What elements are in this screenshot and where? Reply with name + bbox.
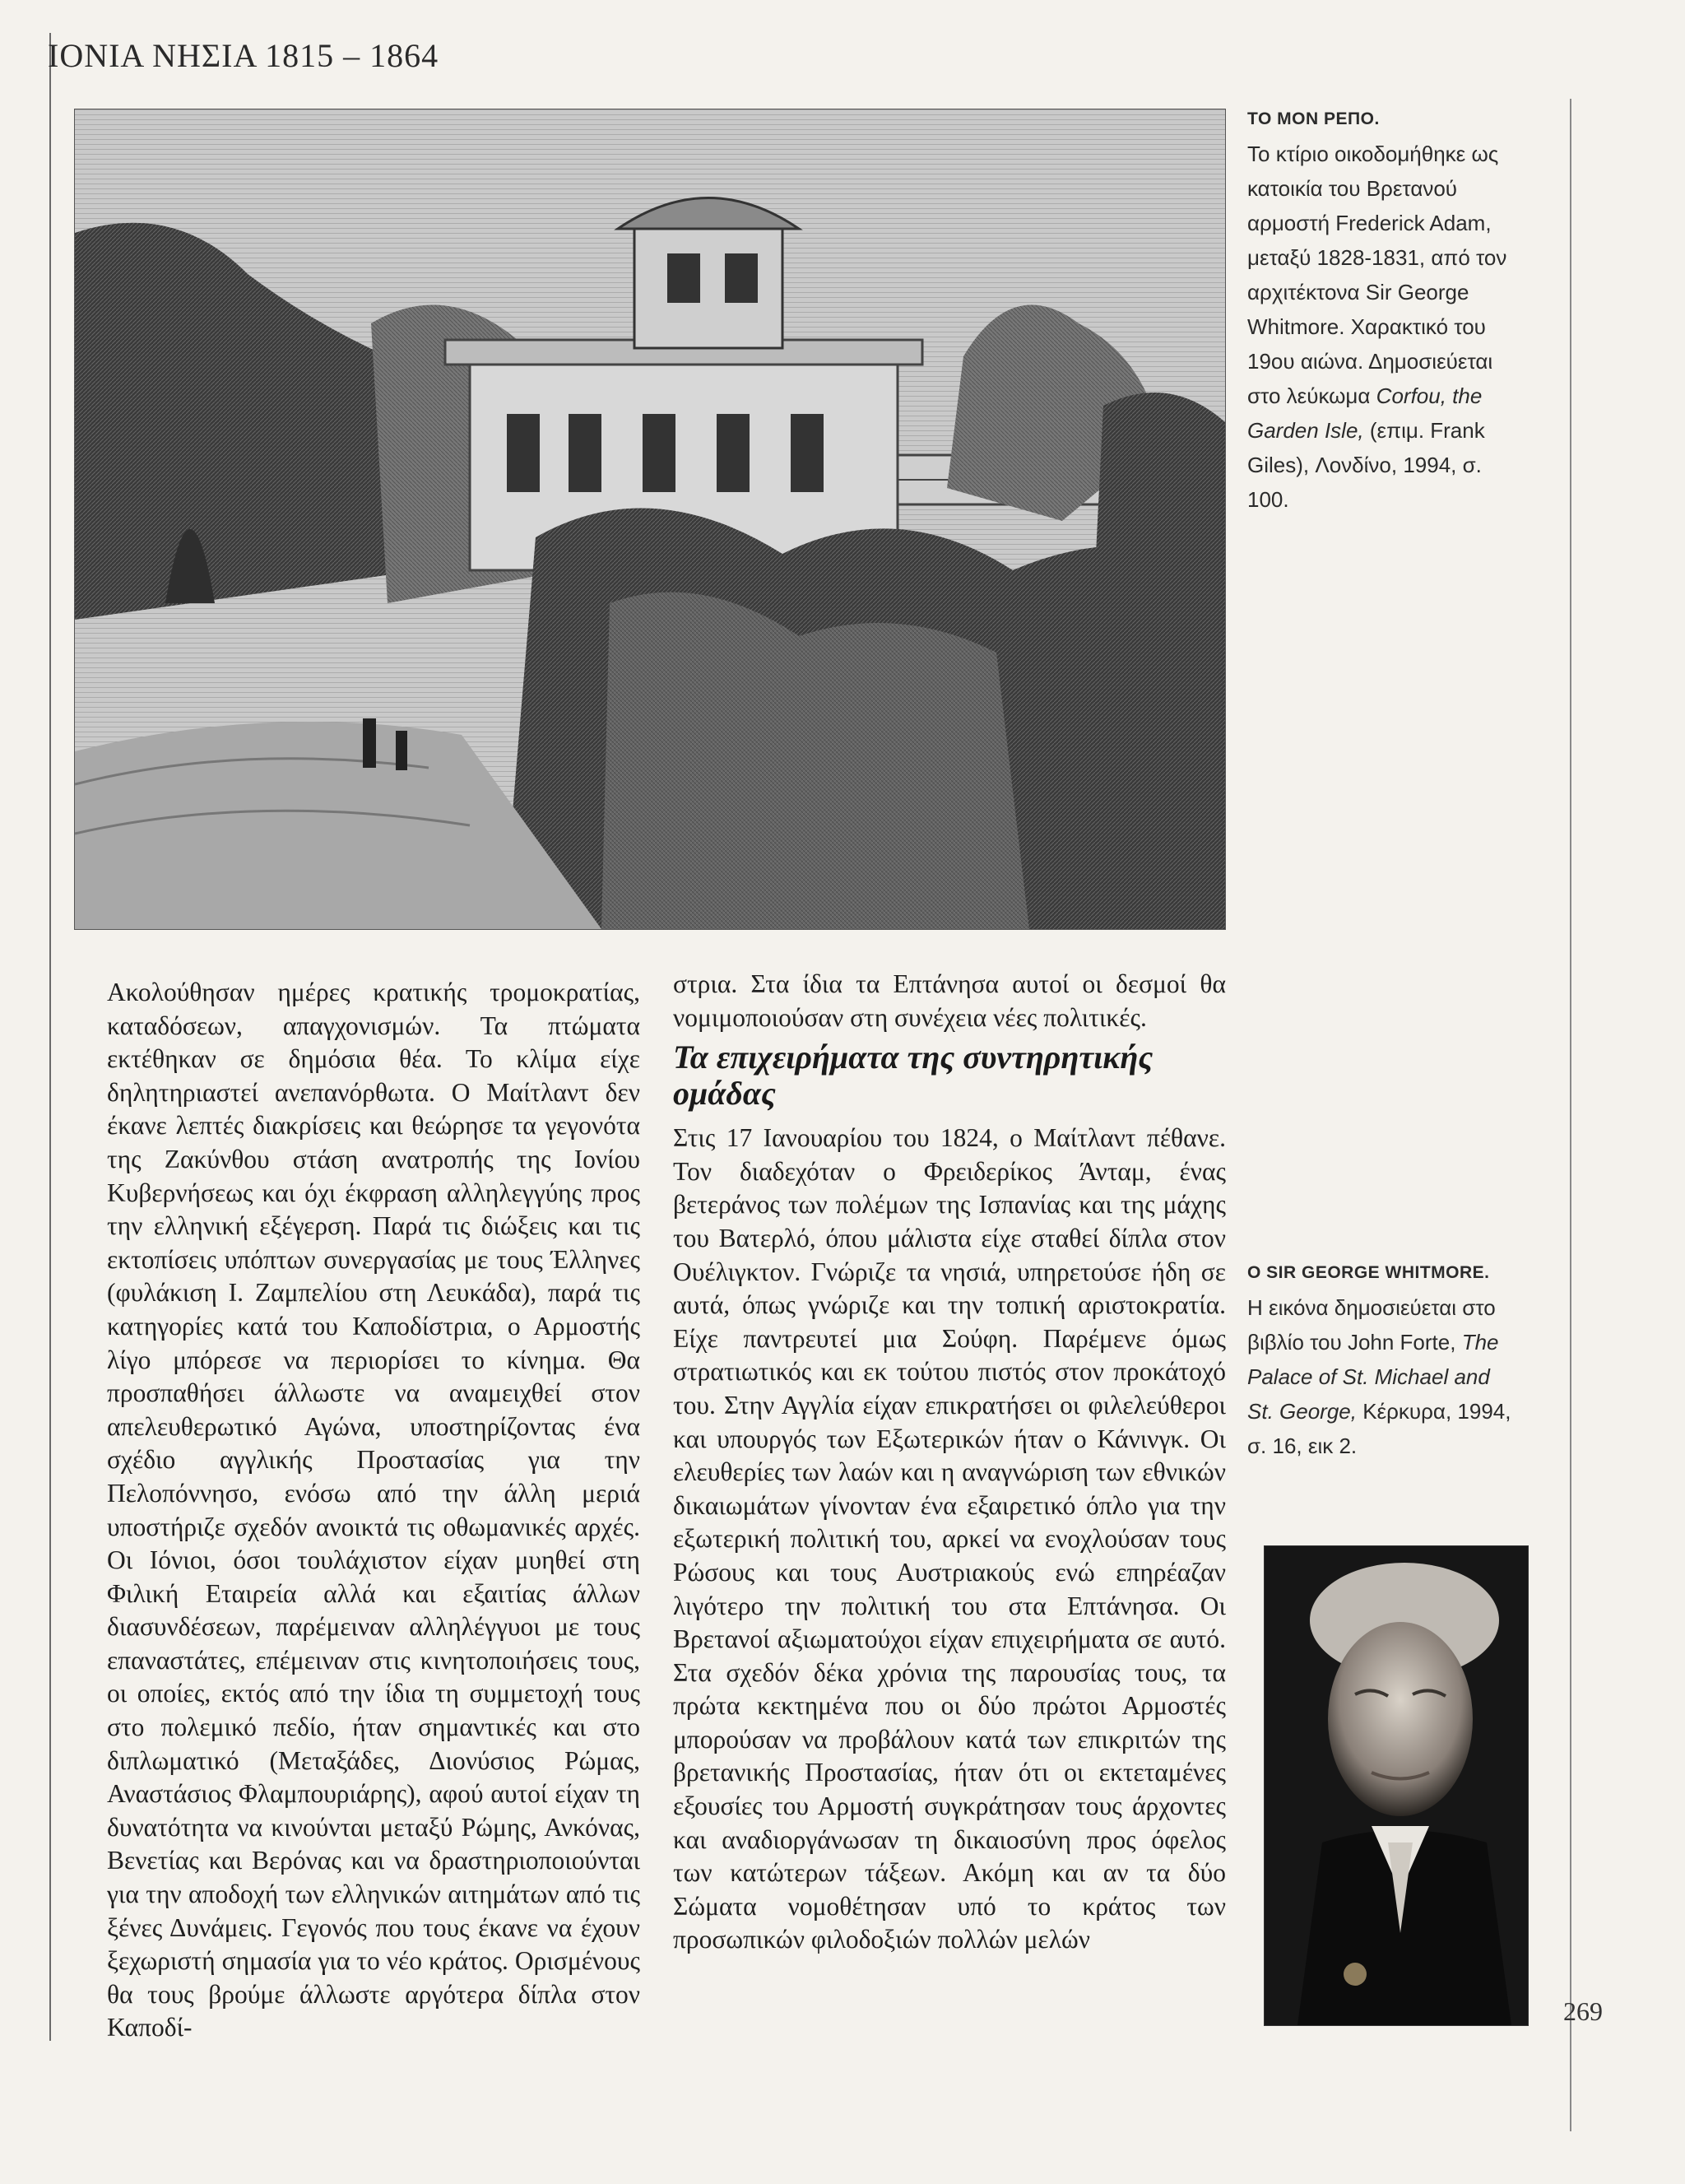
left-margin-rule: [49, 33, 51, 2041]
left-column-paragraph: Ακολούθησαν ημέρες κρατικής τρομοκρατίας, καταδόσεων, απαγχονισμών. Τα πτώματα εκτέθηκαν σε δημόσια θέα. Το κλίμα είχε δηλητηριαστεί ανεπανόρθωτα. Ο Μαίτλαντ δεν έκανε λεπτές διακρίσεις και θεώρησε τα γεγονότα της Ζακύνθου στάση ανατροπής της Ιονίου Κυβερνήσεως και όχι έκφραση αλληλεγγύης προς την ελληνική εξέγερση. Παρά τις διώξεις και τις εκτοπίσεις υπόπτων συνεργασίας με τους Έλληνες (φυλάκιση Ι. Ζαμπελίου στη Λευκάδα), παρά τις κατηγορίες κατά του Καποδίστρια, ο Αρμοστής λίγο μπόρεσε να περιορίσει το κίνημα. Θα προσπαθήσει άλλωστε να αναμειχθεί στον απελευθερωτικό Αγώνα, υποστηρίζοντας ένα σχέδιο αγγλικής Προστασίας για την Πελοπόννησο, ενόσω από την άλλη μεριά υποστήριζε σχεδόν ανοικτά τις οθωμανικές αρχές. Οι Ιόνιοι, όσοι τουλάχιστον είχαν μυηθεί στη Φιλική Εταιρεία αλλά και εξαιτίας άλλων διασυνδέσεων, παρέμειναν αλληλέγγυοι με τους επαναστάτες, επέμειναν στις κινητοποιήσεις τους, οι οποίες, εκτός από την ίδια τη συμμετοχή τους στο πολεμικό πεδίο, ήταν σημαντικές και στο διπλωματικό (Μεταξάδες, Διονύσιος Ρώμας, Αναστάσιος Φλαμπουριάρης), αφού αυτοί είχαν τη δυνατότητα να κινούνται μεταξύ Ρώμης, Ανκόνας, Βενετίας και Βερόνας και να δραστηριοποιούνται για την αποδοχή των ελληνικών αιτημάτων από τις ξένες Δυνάμεις. Γεγονός που τους έκανε να έχουν ξεχωριστή σημασία για το νέο κράτος. Ορισμένους θα τους βρούμε άλλωστε αργότερα δίπλα στον Καποδί-: [107, 978, 640, 2042]
whitmore-caption-text-2: Κέρκυρα, 1994, σ. 16, εικ 2.: [1247, 1399, 1511, 1458]
page-number: 269: [1563, 1996, 1603, 2026]
mon-repo-engraving-image: [74, 109, 1226, 930]
section-subheading: Τα επιχειρήματα της συντηρητικής ομάδας: [673, 1039, 1154, 1113]
right-column-rule: [1570, 99, 1571, 2131]
mon-repo-caption-book: Corfou, the Garden Isle,: [1247, 383, 1483, 443]
right-column-intro: στρια. Στα ίδια τα Επτάνησα αυτοί οι δεσμοί θα νομιμοποιούσαν στη συνέχεια νέες πολιτικές.: [673, 969, 1226, 1032]
whitmore-caption-title: O SIR GEORGE WHITMORE.: [1247, 1263, 1490, 1282]
mon-repo-caption-text-1: Το κτίριο οικοδομήθηκε ως κατοικία του Βρετανού αρμοστή Frederick Adam, μεταξύ 1828-1831, από τον αρχιτέκτονα Sir George Whitmore. Χαρακτικό του 19ου αιώνα. Δημοσιεύεται στο λεύκωμα: [1247, 142, 1507, 408]
mon-repo-caption-text-2: (επιμ. Frank Giles), Λονδίνο, 1994, σ. 100.: [1247, 418, 1485, 512]
portrait-illustration: [1265, 1546, 1528, 2025]
running-header: ΙΟΝΙΑ ΝΗΣΙΑ 1815 – 1864: [48, 37, 439, 74]
mon-repo-caption-title: ΤΟ ΜΟΝ ΡΕΠΟ.: [1247, 109, 1380, 128]
engraving-illustration: [75, 109, 1225, 929]
body-right-column: [673, 968, 1226, 1957]
mon-repo-caption: [1247, 102, 1515, 517]
whitmore-portrait-image: [1264, 1545, 1529, 2026]
right-column-paragraph: Στις 17 Ιανουαρίου του 1824, ο Μαίτλαντ πέθανε. Τον διαδεχόταν ο Φρειδερίκος Άνταμ, ένας βετεράνος των πολέμων της Ισπανίας και της μάχης του Βατερλό, όπου μάλιστα είχε σταθεί δίπλα στον Ουέλιγκτον. Γνώριζε τα νησιά, υπηρετούσε ήδη σε αυτά, όπως γνώριζε και την τοπική αριστοκρατία. Είχε παντρευτεί μια Σούφη. Παρέμενε όμως στρατιωτικός και εκ τούτου πιστός στον προκάτοχό του. Στην Αγγλία είχαν επικρατήσει οι φιλελεύθεροι και υπουργός των Εξωτερικών ήταν ο Κάνινγκ. Οι ελευθερίες των λαών και η αναγνώριση των εθνικών δικαιωμάτων γίνονταν ένα εξαιρετικό όπλο για την εξωτερική πολιτική του, αρκεί να ενοχλούσαν τους Ρώσους και τους Αυστριακούς ενώ επηρέαζαν λιγότερο την πολιτική του στα Επτάνησα. Οι Βρετανοί αξιωματούχοι είχαν επιχειρήματα σε αυτό. Στα σχεδόν δέκα χρόνια της παρουσίας τους, τα πρώτα κεκτημένα που οι δύο πρώτοι Αρμοστές μπορούσαν να προβάλουν κατά των επικριτών της βρετανικής Προστασίας, ήταν ότι οι εκτεταμένες εξουσίες του Αρμοστή συγκράτησαν τους άρχοντες και αναδιοργάνωσαν τη δικαιοσύνη προς όφελος των κατώτερων τάξεων. Ακόμη και αν τα δύο Σώματα νομοθέτησαν υπό το κράτος των προσωπικών φιλοδοξιών πολλών μελών: [673, 1123, 1226, 1954]
whitmore-caption-book: The Palace of St. Michael and St. George,: [1247, 1330, 1499, 1424]
whitmore-caption-text-1: Η εικόνα δημοσιεύεται στο βιβλίο του John Forte,: [1247, 1295, 1496, 1355]
body-left-column: [107, 976, 640, 2045]
whitmore-caption: [1247, 1256, 1515, 1463]
